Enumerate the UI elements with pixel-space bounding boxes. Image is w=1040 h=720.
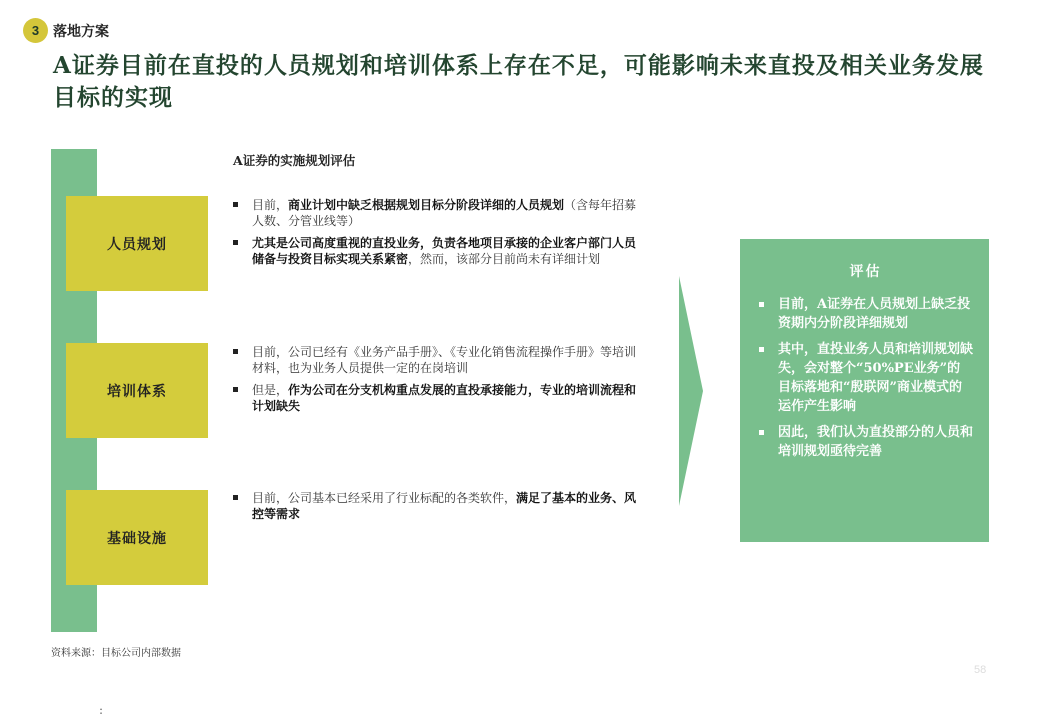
assessment-item: 其中，直投业务人员和培训规划缺失，会对整个“50%PE业务”的目标落地和“殷联网”商业模式的运作产生影响: [758, 340, 973, 416]
bullet-item: [232, 490, 642, 522]
bullet-text: 目前，公司基本已经采用了行业标配的各类软件，: [252, 491, 517, 505]
assessment-item: 目前，A证券在人员规划上缺乏投资期内分阶段详细规划: [758, 295, 973, 333]
bullet-text: （含每年招募人数、分管业线等）: [252, 198, 637, 228]
bullet-text-bold: 尤其是公司高度重视的直投业务，负责各地项目承接的企业客户部门人员储备与投资目标实现关系紧密: [252, 236, 637, 266]
bullet-list-infrastructure: [232, 490, 642, 528]
bullet-item: [232, 235, 642, 267]
bullet-text-bold: 作为公司在分支机构重点发展的直投承接能力，专业的培训流程和计划缺失: [252, 383, 637, 413]
source-note: 资料来源：目标公司内部数据: [51, 648, 181, 659]
bullet-text-bold: 商业计划中缺乏根据规划目标分阶段详细的人员规划: [288, 198, 565, 212]
bullet-item: [232, 197, 642, 229]
column-heading: A证券的实施规划评估: [233, 153, 356, 168]
bullet-list-personnel: [232, 197, 642, 273]
bullet-text-bold: 满足了基本的业务、风控等需求: [252, 491, 637, 521]
assessment-list: [758, 295, 973, 461]
page-number: 58: [974, 664, 987, 676]
bullet-item: [232, 382, 642, 414]
section-title: 落地方案: [53, 24, 109, 40]
assessment-panel: [740, 239, 989, 542]
assessment-heading: 评估: [849, 264, 882, 280]
category-block-infrastructure: 基础设施: [66, 490, 208, 585]
bullet-text: 目前，公司已经有《业务产品手册》、《专业化销售流程操作手册》等培训材料，也为业务人员提供一定的在岗培训: [252, 345, 637, 375]
footer-mark: :: [99, 703, 104, 717]
right-chevron-arrow: [679, 276, 705, 506]
bullet-text: 但是，: [252, 383, 289, 397]
category-block-personnel: 人员规划: [66, 196, 208, 291]
bullet-list-training: [232, 344, 642, 420]
bullet-text: 目前，: [252, 198, 289, 212]
category-block-training: 培训体系: [66, 343, 208, 438]
page-title: A证券目前在直投的人员规划和培训体系上存在不足，可能影响未来直投及相关业务发展目标的实现: [53, 52, 984, 111]
assessment-item: 因此，我们认为直投部分的人员和培训规划亟待完善: [758, 423, 973, 461]
bullet-item: [232, 344, 642, 376]
bullet-text: ，然而，该部分目前尚未有详细计划: [408, 252, 601, 266]
section-number-badge: 3: [23, 18, 48, 43]
